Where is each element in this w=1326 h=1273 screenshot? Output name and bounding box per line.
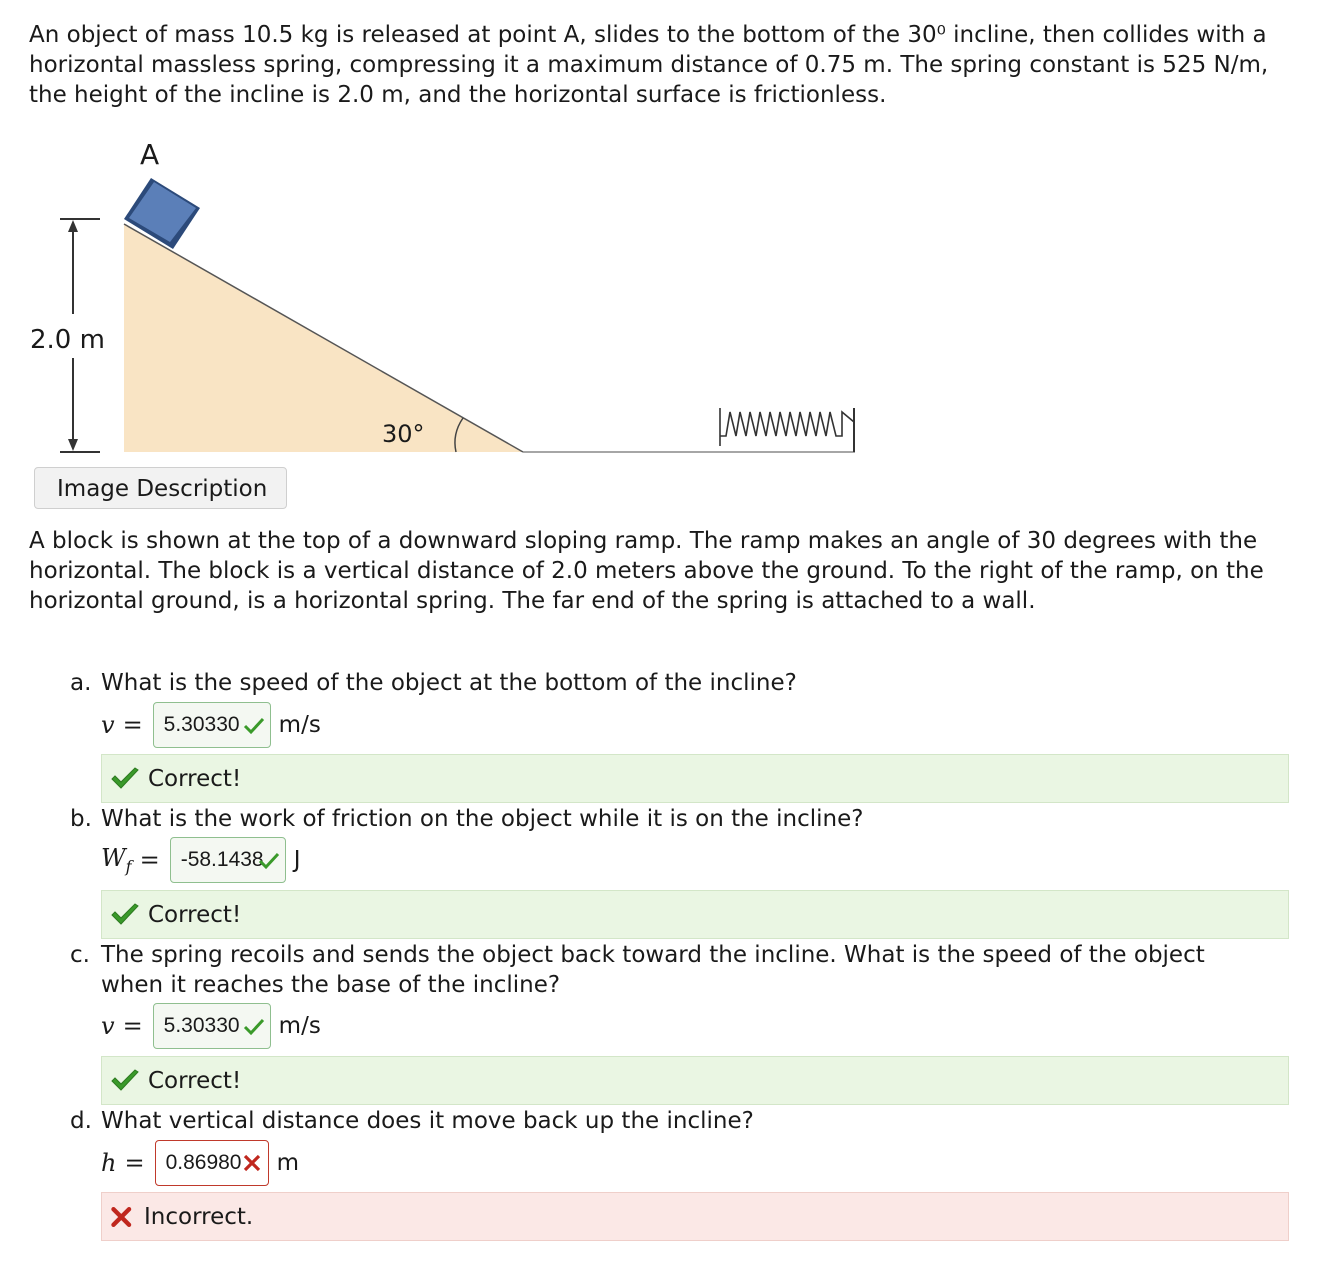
feedback-d [101, 1192, 1289, 1241]
checkmark-icon [242, 1014, 266, 1038]
height-arrow-down-head [68, 439, 78, 451]
check-icon [110, 1068, 140, 1094]
x-mark-icon [240, 1151, 264, 1175]
answer-row-c [101, 1003, 321, 1049]
feedback-text: Correct! [148, 901, 242, 928]
height-arrow-up-head [68, 220, 78, 232]
question-label: a. [70, 670, 92, 696]
feedback-b [101, 890, 1289, 939]
answer-unit: m [276, 1150, 299, 1176]
answer-input-c[interactable] [153, 1003, 271, 1049]
feedback-c [101, 1056, 1289, 1105]
variable-symbol: $W_f$ [101, 844, 132, 876]
point-a-label: A [140, 138, 160, 171]
check-icon [110, 766, 140, 792]
incline-figure [20, 136, 880, 466]
spring [720, 408, 854, 446]
question-label: b. [70, 806, 92, 832]
question-b [70, 804, 1270, 834]
feedback-a [101, 754, 1289, 803]
image-description-text: A block is shown at the top of a downward sloping ramp. The ramp makes an angle of 30 degrees with the horizontal. The block is a vertical distance of 2.0 meters above the ground. To the right of the ramp, on the horizontal ground, is a horizontal spring. The far end of the spring is attached to a wall. [29, 528, 1264, 614]
equals-sign: = [122, 711, 143, 739]
answer-unit: J [293, 847, 301, 873]
answer-input-b[interactable] [170, 837, 286, 883]
checkmark-icon [257, 848, 281, 872]
question-text: What vertical distance does it move back up the incline? [101, 1108, 754, 1134]
question-a [70, 668, 1270, 698]
answer-input-d[interactable] [155, 1140, 269, 1186]
question-d [70, 1106, 1270, 1136]
incline-diagram [20, 136, 880, 466]
answer-unit: m/s [278, 712, 321, 738]
feedback-text: Correct! [148, 765, 242, 792]
answer-row-b [101, 837, 301, 883]
image-description-button[interactable]: Image Description [34, 467, 287, 509]
cross-icon [110, 1204, 136, 1230]
checkmark-icon [242, 713, 266, 737]
equals-sign: = [139, 846, 160, 874]
problem-statement: An object of mass 10.5 kg is released at point A, slides to the bottom of the 30⁰ incline, then collides with a horizontal massless spring, compressing it a maximum distance of 0.75 m. The spring constant is 525 N/m, the height of the incline is 2.0 m, and the horizontal surface is frictionless. [29, 22, 1269, 108]
answer-value: -58.1438 [180, 848, 264, 871]
answer-row-a [101, 702, 321, 748]
question-label: c. [70, 942, 90, 968]
check-icon [110, 902, 140, 928]
question-text: What is the speed of the object at the bottom of the incline? [101, 670, 797, 696]
feedback-text: Incorrect. [144, 1203, 254, 1230]
equals-sign: = [122, 1012, 143, 1040]
question-c [70, 940, 1270, 1000]
answer-value: 5.30330 [163, 1014, 240, 1037]
answer-input-a[interactable] [153, 702, 271, 748]
feedback-text: Correct! [148, 1067, 242, 1094]
question-label: d. [70, 1108, 92, 1134]
variable-symbol: v [101, 711, 115, 739]
answer-unit: m/s [278, 1013, 321, 1039]
question-text: What is the work of friction on the object while it is on the incline? [101, 806, 864, 832]
equals-sign: = [124, 1149, 145, 1177]
answer-row-d [101, 1140, 299, 1186]
height-label: 2.0 m [30, 325, 105, 355]
variable-symbol: v [101, 1012, 115, 1040]
question-text: The spring recoils and sends the object back toward the incline. What is the speed of the object when it reaches the base of the incline? [101, 942, 1205, 998]
variable-symbol: h [101, 1149, 117, 1177]
angle-label: 30° [382, 420, 425, 448]
answer-value: 5.30330 [163, 713, 240, 736]
answer-value: 0.86980 [165, 1151, 242, 1174]
